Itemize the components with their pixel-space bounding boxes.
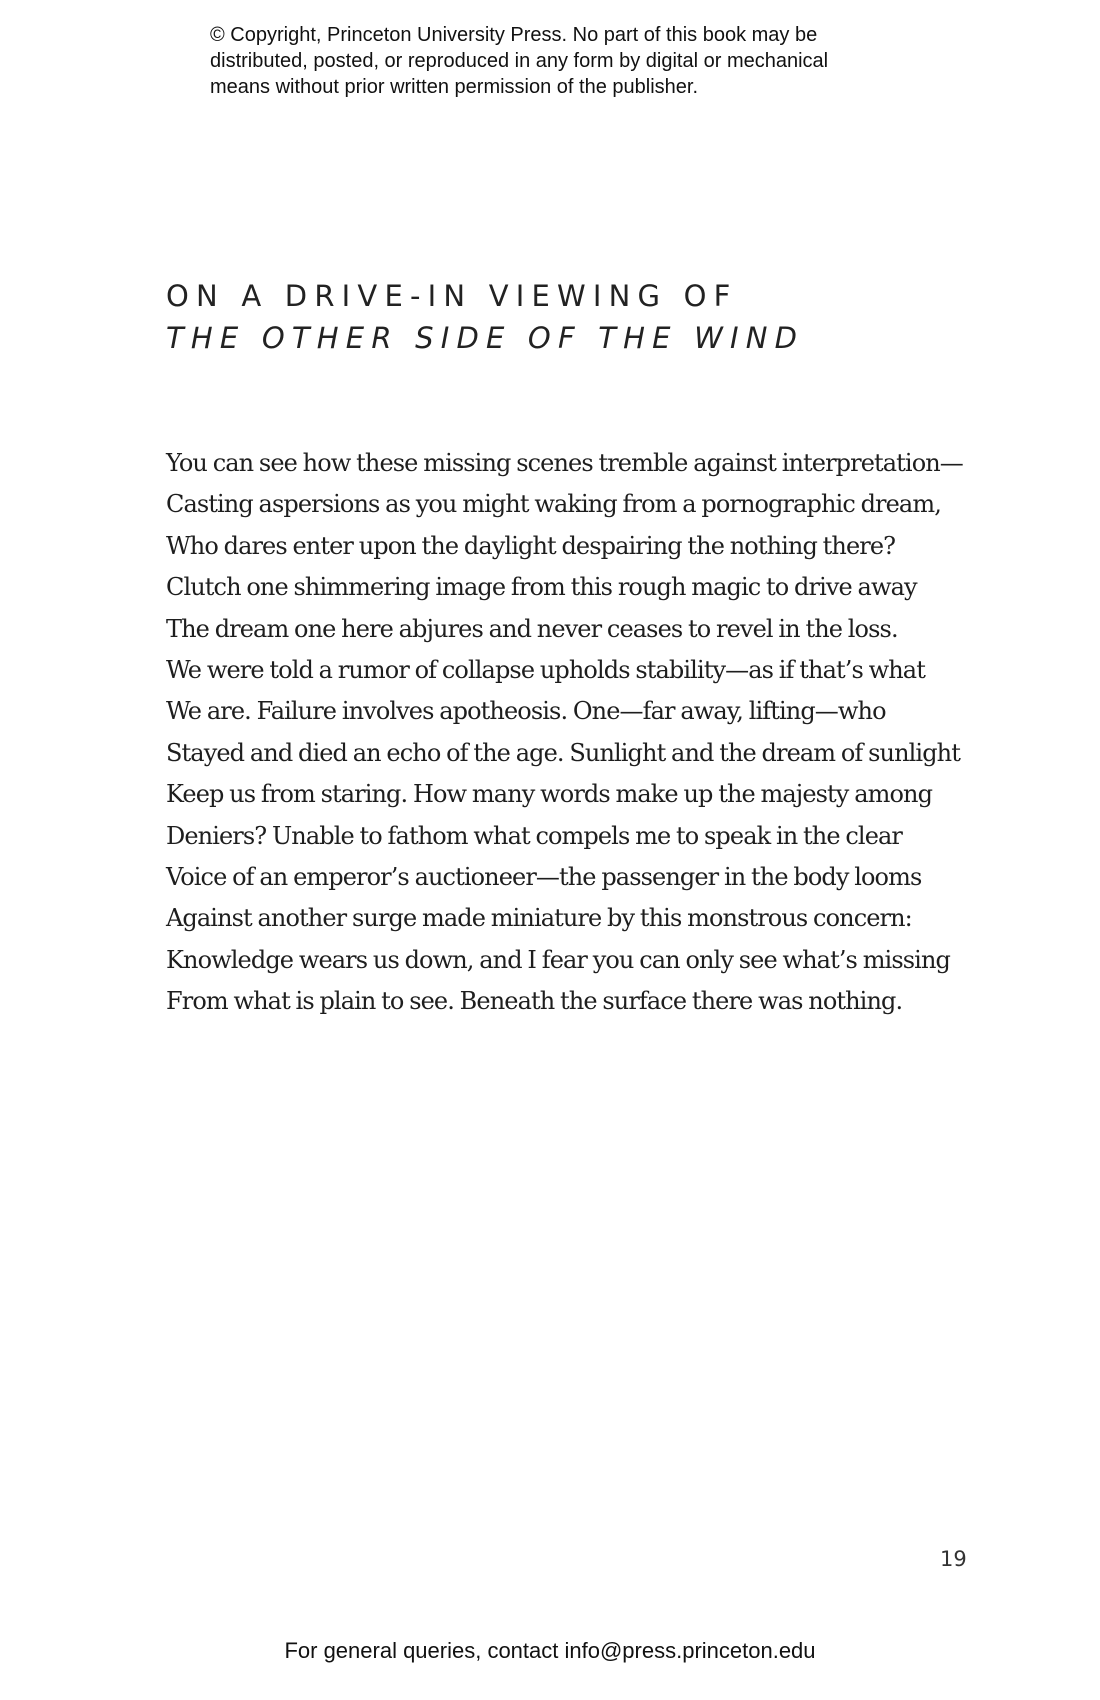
poem-line: Deniers? Unable to fathom what compels me to speak in the clear [166, 821, 902, 850]
poem-line: You can see how these missing scenes tremble against interpretation— [166, 449, 963, 477]
poem-line: We are. Failure involves apotheosis. One—far away, lifting—who [166, 697, 886, 726]
page-number: 19 [940, 1547, 967, 1571]
poem-title-italic-line: THE OTHER SIDE OF THE WIND [166, 321, 805, 355]
poem-line: Knowledge wears us down, and I fear you can only see what’s missing [166, 945, 950, 974]
poem-line: Keep us from staring. How many words make up the majesty among [166, 780, 933, 809]
copyright-line: means without prior written permission of the publisher. [210, 76, 699, 98]
poem-line: We were told a rumor of collapse upholds stability—as if that’s what [166, 656, 925, 685]
poem-line: Casting aspersions as you might waking from a pornographic dream, [166, 490, 941, 519]
copyright-line: © Copyright, Princeton University Press. No part of this book may be [210, 24, 818, 46]
poem-line: Stayed and died an echo of the age. Sunlight and the dream of sunlight [166, 738, 960, 767]
poem-line: The dream one here abjures and never ceases to revel in the loss. [166, 614, 898, 643]
poem-line: Against another surge made miniature by this monstrous concern: [166, 904, 912, 933]
poem-title-line: ON A DRIVE-IN VIEWING OF [166, 279, 738, 313]
poem-line: Clutch one shimmering image from this rough magic to drive away [166, 573, 917, 602]
copyright-line: distributed, posted, or reproduced in any form by digital or mechanical [210, 50, 829, 72]
poem-body [166, 443, 986, 1023]
footer-contact: For general queries, contact info@press.princeton.edu [284, 1638, 816, 1663]
poem-line: Voice of an emperor’s auctioneer—the passenger in the body looms [166, 863, 922, 892]
poem-title [166, 275, 804, 359]
copyright-notice [210, 22, 930, 100]
poem-line: Who dares enter upon the daylight despairing the nothing there? [166, 531, 896, 560]
poem-line: From what is plain to see. Beneath the surface there was nothing. [166, 987, 903, 1016]
